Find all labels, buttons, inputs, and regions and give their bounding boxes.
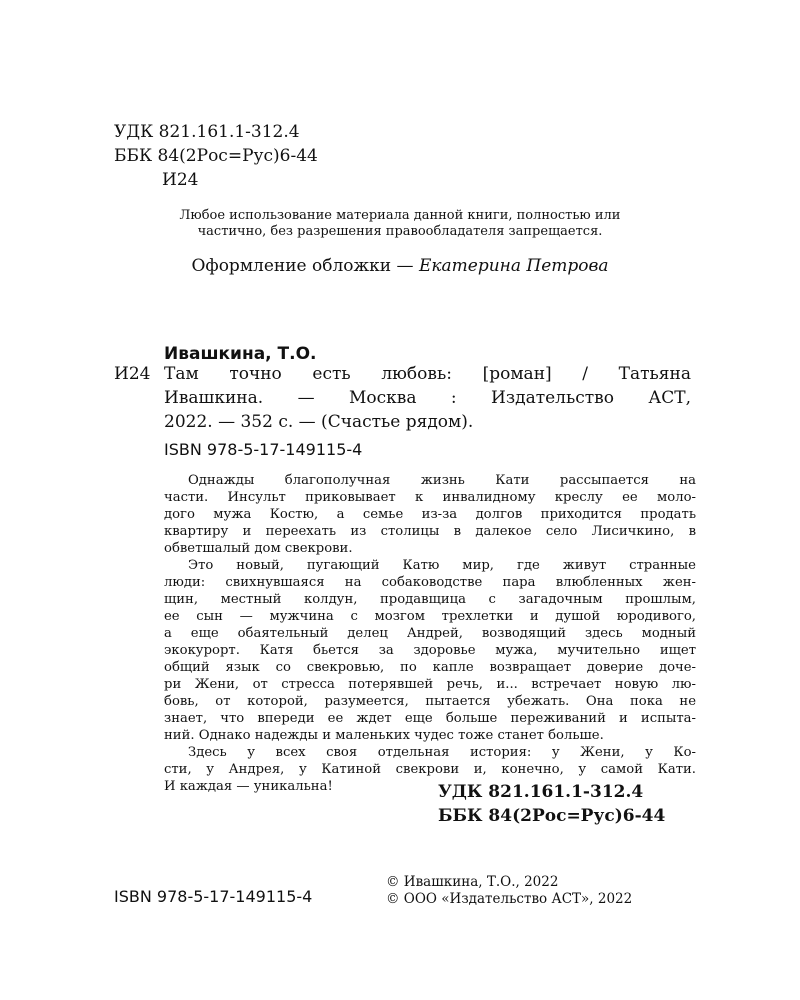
catalog-author-mark: И24 <box>114 364 151 384</box>
annotation-line: ний. Однако надежды и маленьких чудес тоже станет больше. <box>164 728 604 743</box>
annotation-line: квартиру и переехать из столицы в далекое село Лисичкино, в <box>164 524 696 539</box>
annotation-line: бовь, от которой, разумеется, пытается убежать. Она пока не <box>164 694 696 709</box>
copyright-warning-line-2: частично, без разрешения правообладателя запрещается. <box>197 224 603 239</box>
isbn-entry: ISBN 978-5-17-149115-4 <box>164 440 363 459</box>
annotation-line: обветшалый дом свекрови. <box>164 541 353 556</box>
bibliographic-line-1: Там точно есть любовь: [роман] / Татьяна <box>164 364 691 384</box>
bottom-bbk-code: ББК 84(2Рос=Рус)6-44 <box>438 806 666 826</box>
bibliographic-line-2: Ивашкина. — Москва : Издательство АСТ, <box>164 388 691 408</box>
annotation-line: Здесь у всех своя отдельная история: у Жени, у Ко- <box>188 745 696 760</box>
annotation-line: Это новый, пугающий Катю мир, где живут странные <box>188 558 696 573</box>
copyright-publisher: © ООО «Издательство АСТ», 2022 <box>386 891 633 907</box>
copyright-warning-line-1: Любое использование материала данной книги, полностью или <box>179 208 621 223</box>
annotation-line: ри Жени, от стресса потерявшей речь, и... встречает новую лю- <box>164 677 696 692</box>
copyright-author: © Ивашкина, Т.О., 2022 <box>386 874 559 890</box>
annotation-line: общий язык со свекровью, по капле возвращает доверие доче- <box>164 660 696 675</box>
annotation-line: части. Инсульт приковывает к инвалидному креслу ее моло- <box>164 490 696 505</box>
annotation-line: щин, местный колдун, продавщица с загадочным прошлым, <box>164 592 696 607</box>
bibliographic-line-3: 2022. — 352 с. — (Счастье рядом). <box>164 412 474 432</box>
footer-isbn: ISBN 978-5-17-149115-4 <box>114 887 313 906</box>
annotation-line: знает, что впереди ее ждет еще больше переживаний и испыта- <box>164 711 696 726</box>
cover-design-label: Оформление обложки — <box>191 256 419 276</box>
cover-design-credit <box>90 258 710 275</box>
annotation-line: И каждая — уникальна! <box>164 779 333 794</box>
author-heading: Ивашкина, Т.О. <box>164 344 317 364</box>
annotation-line: люди: свихнувшаяся на собаководстве пара влюбленных жен- <box>164 575 696 590</box>
annotation-line: ее сын — мужчина с мозгом трехлетки и душой юродивого, <box>164 609 696 624</box>
top-author-mark: И24 <box>162 170 199 190</box>
annotation-line: экокурорт. Катя бьется за здоровье мужа, мучительно ищет <box>164 643 696 658</box>
bottom-udk-code: УДК 821.161.1-312.4 <box>438 782 644 802</box>
top-bbk-code: ББК 84(2Рос=Рус)6-44 <box>114 146 318 166</box>
cover-designer-name: Екатерина Петрова <box>418 256 609 276</box>
annotation-line: а еще обаятельный делец Андрей, возводящий здесь модный <box>164 626 696 641</box>
top-udk-code: УДК 821.161.1-312.4 <box>114 122 300 142</box>
annotation-line: дого мужа Костю, а семье из-за долгов приходится продать <box>164 507 696 522</box>
annotation-line: сти, у Андрея, у Катиной свекрови и, конечно, у самой Кати. <box>164 762 696 777</box>
annotation-line: Однажды благополучная жизнь Кати рассыпается на <box>188 473 696 488</box>
